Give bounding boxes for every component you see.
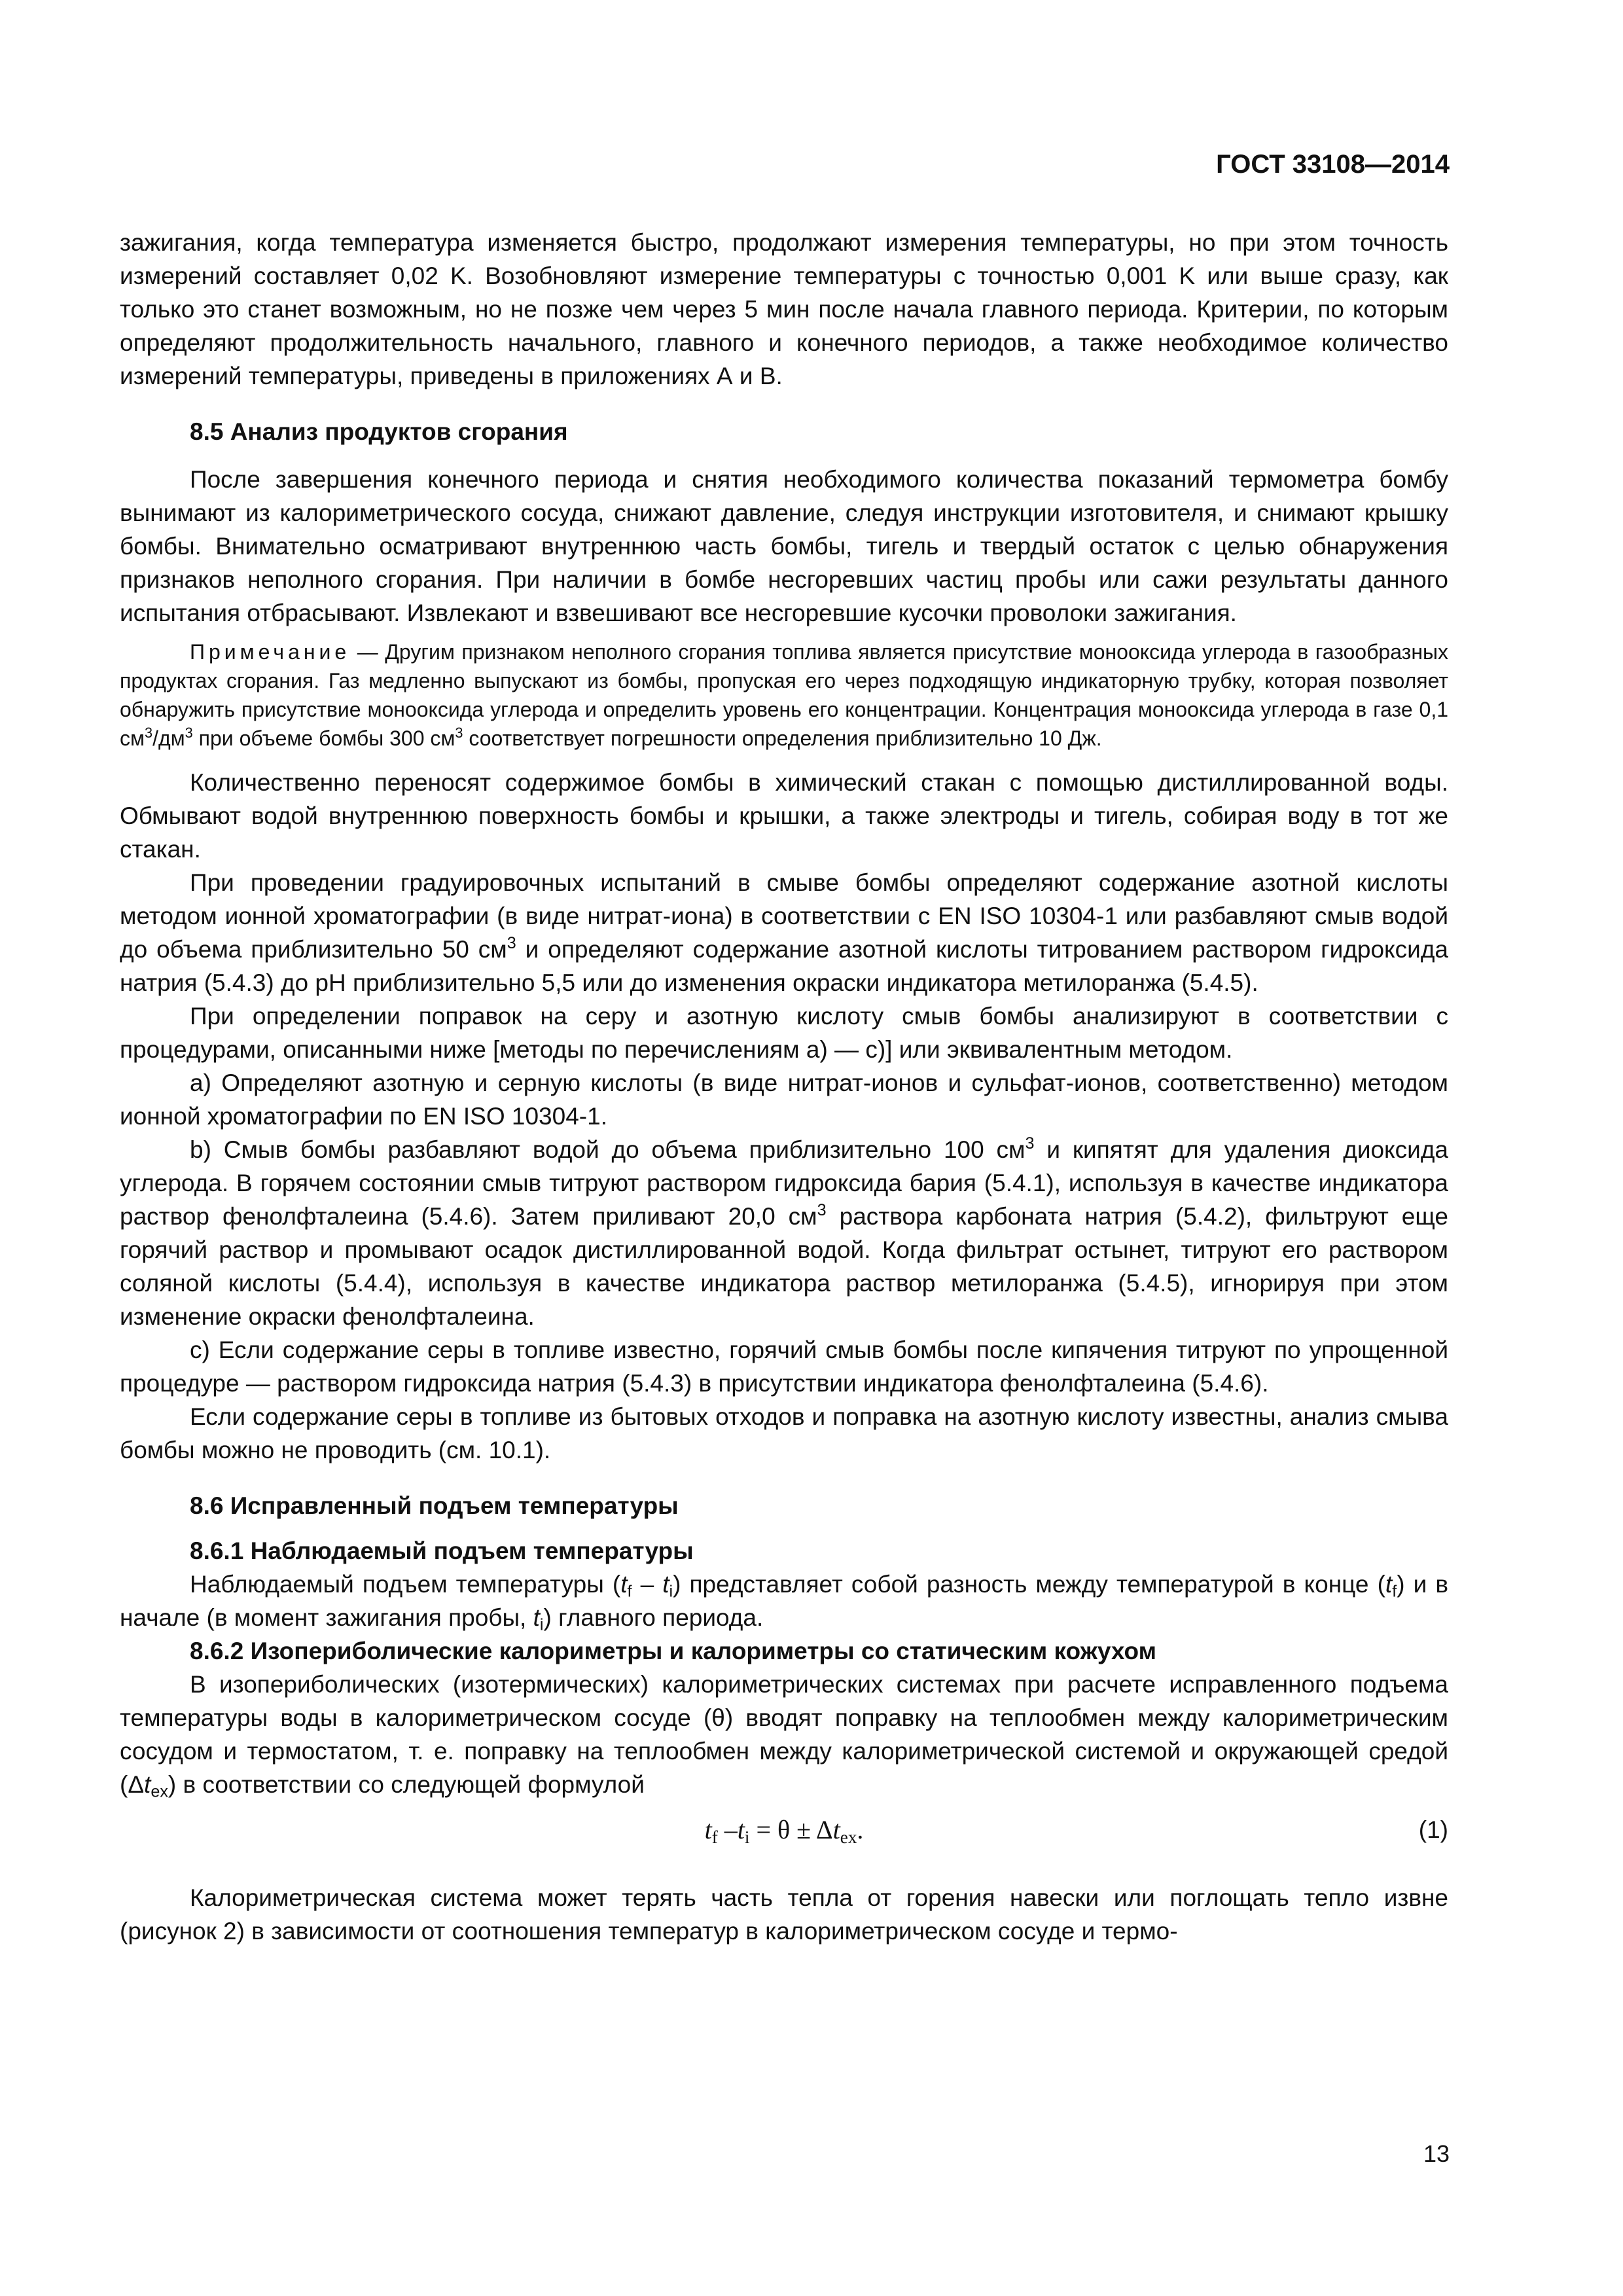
note-text-d: соответствует погрешности определения приблизительно 10 Дж.	[463, 726, 1102, 750]
formula-1	[120, 1813, 1448, 1846]
paragraph-corrections: При определении поправок на серу и азотную кислоту смыв бомбы анализируют в соответствии с процедурами, описанными ниже [методы по перечислениям а) — с)] или эквивалентным методом.	[120, 1003, 1448, 1063]
formula-sub-ex: ex	[840, 1827, 857, 1847]
symbol-t: t	[533, 1604, 540, 1631]
paragraph-continuation: зажигания, когда температура изменяется быстро, продолжают измерения температуры, но при этом точность измерений составляет 0,02 K. Возобновляют измерение температуры с точностью 0,001 K или выше сразу, как только это станет возможным, но не позже чем через 5 мин после начала главного периода. Критерии, по которым определяют продолжительность начального, главного и конечного периодов, а также необходимое количество измерений температуры, приведены в приложениях А и В.	[120, 229, 1448, 389]
observed-text-d: ) главного периода.	[543, 1604, 764, 1631]
symbol-t: t	[144, 1771, 151, 1798]
symbol-t: t	[620, 1571, 628, 1598]
paragraph-isoperibol	[120, 1668, 1448, 1801]
observed-text-b: ) представляет собой разность между температурой в конце (	[673, 1571, 1385, 1598]
document-id-header: ГОСТ 33108—2014	[1216, 150, 1450, 179]
note-label: Примечание	[190, 640, 351, 664]
paragraph-observed-rise	[120, 1568, 1448, 1634]
formula-minus: –	[717, 1815, 738, 1844]
item-b-sup-1: 3	[1025, 1134, 1035, 1153]
item-b-sup-2: 3	[817, 1201, 827, 1220]
note-sup-2: 3	[185, 725, 193, 742]
isoperibol-text-a: В изопериболических (изотермических) калориметрических системах при расчете исправленного подъема температуры воды в калориметрическом сосуде (θ) вводят поправку на теплообмен между калориметрическим сосудом и термостатом, т. е. поправку на теплообмен между калориметрической системой и окружающей средой (Δ	[120, 1671, 1448, 1798]
paragraph-inspection: После завершения конечного периода и снятия необходимого количества показаний термометра бомбу вынимают из калориметрического сосуда, снижают давление, следуя инструкции изготовителя, и снимают крышку бомбы. Внимательно осматривают внутреннюю часть бомбы, тигель и твердый остаток с целью обнаружения признаков неполного сгорания. При наличии в бомбе несгоревших частиц пробы или сажи результаты данного испытания отбрасывают. Извлекают и взвешивают все несгоревшие кусочки проволоки зажигания.	[120, 466, 1448, 626]
subsection-heading-8-6-1: 8.6.1 Наблюдаемый подъем температуры	[190, 1537, 694, 1564]
item-b-text-3: раствора карбоната натрия (5.4.2), фильтруют еще горячий раствор и промывают осадок дистиллированной водой. Когда фильтрат остынет, титруют его раствором соляной кислоты (5.4.4), используя в качестве индикатора раствор метилоранжа (5.4.5), игнорируя при этом изменение окраски фенолфталеина.	[120, 1203, 1448, 1330]
item-b-text-2: и кипятят для удаления диоксида углерода. В горячем состоянии смыв титруют раствором гидроксида бария (5.4.1), используя в качестве индикатора раствор фенолфталеина (5.4.6). Затем приливают 20,0 см	[120, 1136, 1448, 1230]
isoperibol-text-b: ) в соответствии со следующей формулой	[168, 1771, 645, 1798]
formula-end: .	[857, 1815, 864, 1844]
formula-sub-i: i	[744, 1827, 750, 1847]
note-text-c: при объеме бомбы 300 см	[192, 726, 455, 750]
formula-row	[120, 1809, 1448, 1855]
section-heading-8-5: 8.5 Анализ продуктов сгорания	[190, 418, 568, 445]
symbol-t: t	[662, 1571, 669, 1598]
note-text-b: /дм	[152, 726, 185, 750]
formula-sub-f: f	[711, 1827, 718, 1847]
note-text-a: — Другим признаком неполного сгорания топлива является присутствие монооксида углерода в газообразных продуктах сгорания. Газ медленно выпускают из бомбы, пропуская его через подходящую индикаторную трубку, которая позволяет обнаружить присутствие монооксида углерода и определить уровень его концентрации. Концентрация монооксида углерода в газе 0,1 см	[120, 640, 1448, 750]
list-item-b	[120, 1133, 1448, 1333]
calibration-text-b: и определяют содержание азотной кислоты титрованием раствором гидроксида натрия (5.4.3) до pH приблизительно 5,5 или до изменения окраски индикатора метилоранжа (5.4.5).	[120, 936, 1448, 996]
equation-number: (1)	[1418, 1816, 1448, 1843]
document-body	[120, 226, 1448, 1948]
list-item-c: c) Если содержание серы в топливе известно, горячий смыв бомбы после кипячения титруют по упрощенной процедуре — раствором гидроксида натрия (5.4.3) в присутствии индикатора фенолфталеина (5.4.6).	[120, 1336, 1448, 1397]
note-sup-3: 3	[455, 725, 463, 742]
subscript-ex: ex	[151, 1782, 168, 1801]
subscript-f: f	[1392, 1582, 1397, 1601]
note-block	[120, 637, 1448, 753]
observed-text-c: ) и в начале (в момент зажигания пробы,	[120, 1571, 1448, 1631]
minus-sign: –	[632, 1571, 663, 1598]
note-sup-1: 3	[145, 725, 153, 742]
subsection-heading-8-6-2: 8.6.2 Изопериболические калориметры и калориметры со статическим кожухом	[190, 1638, 1157, 1664]
calibration-sup: 3	[507, 934, 516, 953]
item-b-text-1: b) Смыв бомбы разбавляют водой до объема приблизительно 100 см	[190, 1136, 1026, 1163]
subscript-i: i	[669, 1582, 673, 1601]
formula-t: t	[737, 1815, 745, 1844]
calibration-text-a: При проведении градуировочных испытаний в смыве бомбы определяют содержание азотной кислоты методом ионной хроматографии (в виде нитрат-иона) в соответствии с EN ISO 10304-1 или разбавляют смыв водой до объема приблизительно 50 см	[120, 869, 1448, 963]
formula-rhs: = θ ± Δ	[749, 1815, 833, 1844]
subscript-i: i	[539, 1615, 544, 1634]
section-heading-8-6: 8.6 Исправленный подъем температуры	[190, 1492, 679, 1519]
paragraph-transfer: Количественно переносят содержимое бомбы в химический стакан с помощью дистиллированной воды. Обмывают водой внутреннюю поверхность бомбы и крышки, а также электроды и тигель, собирая воду в тот же стакан.	[120, 769, 1448, 863]
page-number: 13	[1423, 2140, 1450, 2167]
observed-text-a: Наблюдаемый подъем температуры (	[190, 1571, 621, 1598]
symbol-t: t	[1385, 1571, 1393, 1598]
paragraph-sulfur-known: Если содержание серы в топливе из бытовых отходов и поправка на азотную кислоту известны, анализ смыва бомбы можно не проводить (см. 10.1).	[120, 1403, 1448, 1463]
paragraph-heat-loss: Калориметрическая система может терять часть тепла от горения навески или поглощать тепло извне (рисунок 2) в зависимости от соотношения температур в калориметрическом сосуде и термо-	[120, 1884, 1448, 1945]
subscript-f: f	[627, 1582, 632, 1601]
list-item-a: a) Определяют азотную и серную кислоты (в виде нитрат-ионов и сульфат-ионов, соответственно) методом ионной хроматографии по EN ISO 10304-1.	[120, 1069, 1448, 1130]
formula-t: t	[832, 1815, 840, 1844]
paragraph-calibration	[120, 866, 1448, 999]
formula-t: t	[704, 1815, 712, 1844]
